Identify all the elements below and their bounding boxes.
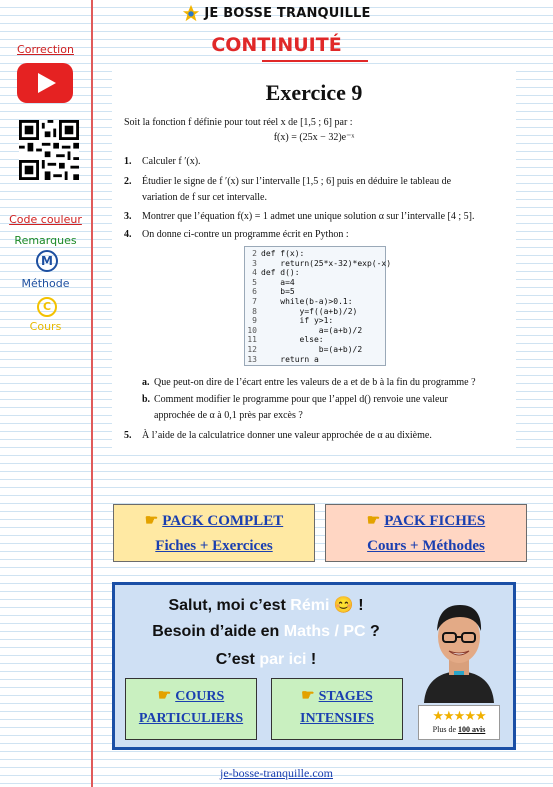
promo-text: Besoin d’aide en	[152, 623, 284, 640]
exercise-card	[112, 70, 516, 448]
code-line-number: 5	[252, 277, 257, 287]
tutoring-promo	[112, 582, 516, 750]
pack-fiches-link[interactable]: PACK FICHES	[384, 513, 486, 529]
code-line-number: 3	[252, 258, 257, 268]
code-line-text: a=4	[261, 277, 295, 287]
code-line-text: a=(a+b)/2	[261, 325, 363, 335]
code-line-number: 8	[252, 306, 257, 316]
code-line	[245, 249, 304, 259]
exercise-intro: Soit la fonction f définie pour tout réel x de [1,5 ; 6] par :	[124, 117, 353, 128]
code-line	[245, 259, 391, 269]
code-line	[245, 287, 295, 297]
correction-label: Correction	[17, 43, 74, 56]
code-line	[245, 335, 324, 345]
section-underline	[262, 60, 368, 62]
code-line-text: b=5	[261, 287, 295, 297]
promo-highlight: Maths / PC	[283, 623, 366, 640]
pointing-hand-icon: ☛	[301, 688, 315, 704]
code-line	[245, 355, 319, 365]
code-line-number: 11	[247, 335, 257, 345]
question-number: 3.	[124, 211, 132, 222]
question-4b-line-1: Comment modifier le programme pour que l’appel d() renvoie une valeur	[154, 394, 448, 405]
reviews-count: Plus de 100 avis	[432, 725, 486, 734]
question-3: Montrer que l’équation f(x) = 1 admet une unique solution α sur l’intervalle [4 ; 5].	[142, 211, 475, 222]
method-icon: M	[36, 250, 58, 272]
code-line-number: 2	[252, 249, 257, 258]
brand-logo-icon	[182, 4, 200, 22]
site-header	[0, 4, 553, 27]
cours-particuliers-button[interactable]	[125, 678, 257, 740]
code-line-text: if y>1:	[261, 316, 334, 326]
code-line-text: else:	[261, 335, 324, 345]
pack-fiches-button[interactable]	[325, 504, 527, 562]
remarks-label: Remarques	[14, 234, 77, 247]
youtube-play-icon[interactable]	[17, 63, 73, 103]
question-4a: Que peut-on dire de l’écart entre les valeurs de a et de b à la fin du programme ?	[154, 377, 476, 388]
code-line-number: 13	[247, 354, 257, 364]
question-number: 4.	[124, 229, 132, 240]
question-2-line-1: Étudier le signe de f ′(x) sur l’intervalle [1,5 ; 6] puis en déduire le tableau de	[142, 176, 452, 187]
promo-text: 😊 !	[329, 597, 364, 614]
promo-text: Salut, moi c’est	[168, 597, 291, 614]
code-line	[245, 268, 300, 278]
stages-intensifs-button[interactable]	[271, 678, 403, 740]
pack-complet-button[interactable]	[113, 504, 315, 562]
promo-link[interactable]: par ici	[259, 651, 307, 668]
code-line	[245, 278, 295, 288]
exercise-title: Exercice 9	[265, 80, 363, 105]
method-label: Méthode	[21, 277, 70, 290]
question-4b-line-2: approchée de α à 0,1 près par excès ?	[154, 410, 303, 421]
code-line-number: 4	[252, 268, 257, 278]
code-line-text: y=f((a+b)/2)	[261, 306, 358, 316]
promo-text: ?	[365, 623, 380, 640]
pointing-hand-icon: ☛	[157, 688, 172, 704]
footer	[0, 766, 553, 781]
avatar	[416, 593, 502, 703]
question-number: 1.	[124, 156, 132, 167]
function-formula: f(x) = (25x − 32)e⁻ˣ	[273, 132, 355, 143]
code-line-text: while(b-a)>0.1:	[261, 297, 353, 306]
code-line	[245, 307, 357, 317]
brand[interactable]	[182, 4, 370, 22]
footer-website-link[interactable]: je-bosse-tranquille.com	[220, 766, 333, 780]
particuliers-link[interactable]: PARTICULIERS	[138, 711, 244, 726]
question-1: Calculer f ′(x).	[142, 156, 201, 167]
code-line	[245, 326, 362, 336]
code-line-number: 7	[252, 297, 257, 306]
code-line-text: b=(a+b)/2	[261, 345, 363, 354]
pointing-hand-icon: ☛	[366, 513, 381, 529]
promo-text: C’est	[215, 651, 260, 668]
code-line-text: return(25*x-32)*exp(-x)	[261, 258, 392, 268]
code-line	[245, 297, 353, 307]
rating-stars-icon: ★★★★★	[432, 708, 486, 723]
python-code-block	[244, 246, 392, 366]
subquestion-letter: a.	[142, 377, 150, 388]
promo-question	[125, 623, 407, 641]
stages-link[interactable]: STAGES	[318, 689, 373, 704]
reviews-badge[interactable]	[418, 705, 500, 740]
course-icon: C	[37, 297, 57, 317]
question-number: 2.	[124, 176, 132, 187]
code-line-text: def d():	[261, 268, 300, 278]
pointing-hand-icon: ☛	[144, 513, 159, 529]
question-4: On donne ci-contre un programme écrit en Python :	[142, 229, 349, 240]
pack-complet-subtitle[interactable]: Fiches + Exercices	[155, 538, 273, 554]
pack-fiches-subtitle[interactable]: Cours + Méthodes	[367, 538, 485, 554]
qr-code-icon[interactable]	[19, 120, 79, 180]
promo-greeting	[125, 595, 407, 615]
intensifs-link[interactable]: INTENSIFS	[300, 711, 374, 726]
code-line-text: def f(x):	[261, 249, 305, 258]
code-line	[245, 316, 333, 326]
question-number: 5.	[124, 430, 132, 441]
promo-cta[interactable]	[125, 651, 407, 669]
promo-highlight: Rémi	[290, 597, 330, 614]
margin-line	[91, 0, 93, 787]
color-code-label: Code couleur	[9, 213, 82, 226]
code-line-number: 12	[247, 345, 257, 354]
brand-name: JE BOSSE TRANQUILLE	[204, 5, 371, 21]
course-label: Cours	[29, 320, 62, 333]
subquestion-letter: b.	[142, 394, 151, 405]
code-line	[245, 345, 362, 355]
question-2-line-2: variation de f sur cet intervalle.	[142, 192, 267, 203]
section-title: CONTINUITÉ	[211, 34, 342, 56]
code-line-text: return a	[261, 354, 319, 364]
code-line-number: 10	[247, 325, 257, 335]
question-5: À l’aide de la calculatrice donner une valeur approchée de α au dixième.	[142, 430, 432, 441]
promo-text: !	[306, 651, 317, 668]
cours-link[interactable]: COURS	[175, 689, 225, 704]
code-line-number: 6	[252, 287, 257, 297]
code-line-number: 9	[252, 316, 257, 326]
pack-complet-link[interactable]: PACK COMPLET	[162, 513, 284, 529]
